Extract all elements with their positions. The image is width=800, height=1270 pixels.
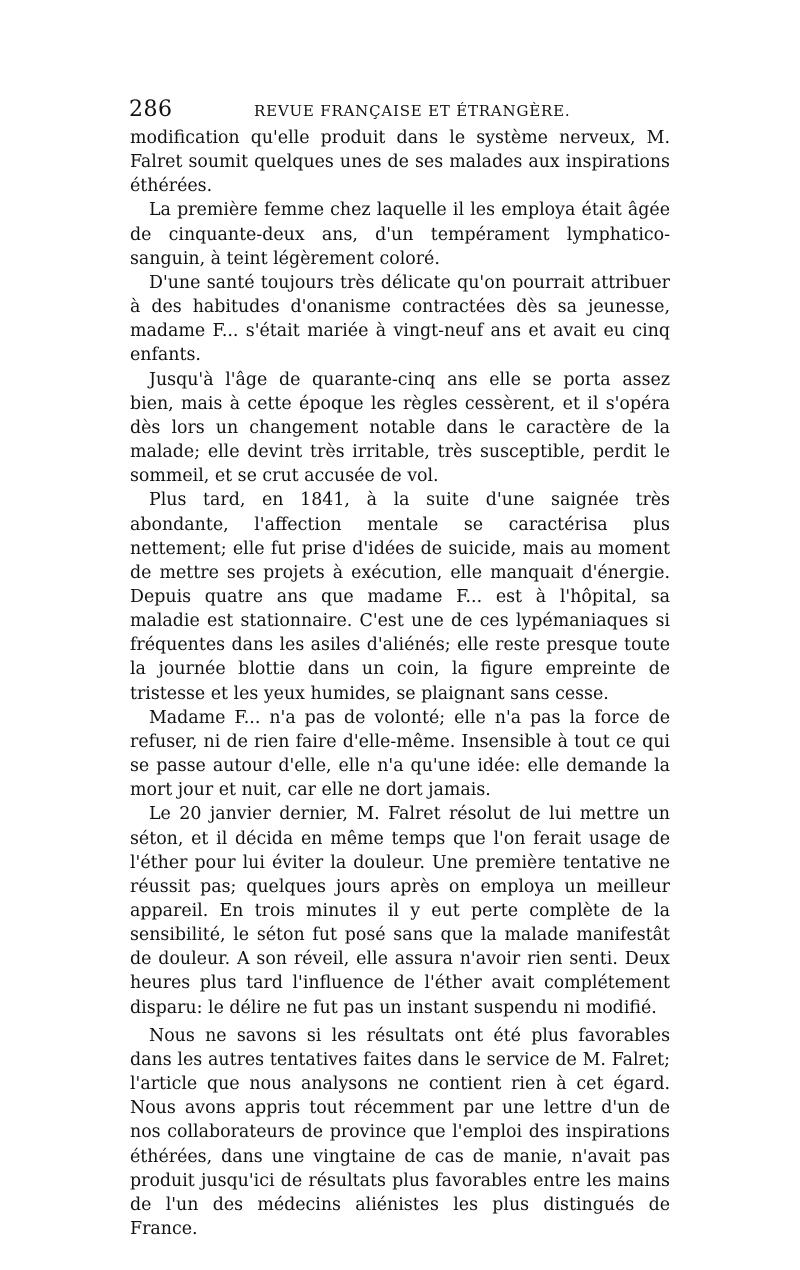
body-text [130, 126, 670, 1241]
paragraph-condition: Madame F... n'a pas de volonté; elle n'a pas la force de refuser, ni de rien faire d'elle-même. Insensible à tout ce qui se passe autour d'elle, elle n'a qu'une idée: elle demande la mort jour et nuit, car elle ne dort jamais. [130, 707, 670, 801]
running-title: REVUE FRANÇAISE ET ÉTRANGÈRE. [254, 102, 571, 120]
paragraph-progression: Plus tard, en 1841, à la suite d'une saignée très abondante, l'affection mentale se caractérisa plus nettement; elle fut prise d'idées de suicide, mais au moment de mettre ses projets à exécution, elle manquait d'énergie. Depuis quatre ans que madame F... est à l'hôpital, sa maladie est stationnaire. C'est une de ces lypémaniaques si fréquentes dans les asiles d'aliénés; elle reste presque toute la journée blottie dans un coin, la figure empreinte de tristesse et les yeux humides, se plaignant sans cesse. [130, 490, 670, 704]
paragraph-continuation: modification qu'elle produit dans le système nerveux, M. Falret soumit quelques unes de ses malades aux inspirations éthérées. [130, 128, 670, 197]
paragraph-first-patient: La première femme chez laquelle il les employa était âgée de cinquante-deux ans, d'un tempérament lymphatico-sanguin, à teint légèrement coloré. [130, 200, 670, 269]
paragraph-health-history: D'une santé toujours très délicate qu'on pourrait attribuer à des habitudes d'onanisme contractées dès sa jeunesse, madame F... s'était mariée à vingt-neuf ans et avait eu cinq enfants. [130, 272, 670, 366]
page-header [129, 97, 679, 127]
paragraph-onset: Jusqu'à l'âge de quarante-cinq ans elle se porta assez bien, mais à cette époque les règles cessèrent, et il s'opéra dès lors un changement notable dans le caractère de la malade; elle devint très irritable, très susceptible, perdit le sommeil, et se crut accusée de vol. [130, 369, 670, 487]
paragraph-conclusion: Nous ne savons si les résultats ont été plus favorables dans les autres tentatives faites dans le service de M. Falret; l'article que nous analysons ne contient rien à cet égard. Nous avons appris tout récemment par une lettre d'un de nos collaborateurs de province que l'emploi des inspirations éthérées, dans une vingtaine de cas de manie, n'avait pas produit jusqu'ici de résultats plus favorables entre les mains de l'un des médecins aliénistes les plus distingués de France. [130, 1025, 670, 1240]
page-number: 286 [129, 97, 173, 122]
paragraph-seton: Le 20 janvier dernier, M. Falret résolut de lui mettre un séton, et il décida en même temps que l'on ferait usage de l'éther pour lui éviter la douleur. Une première tentative ne réussit pas; quelques jours après on employa un meilleur appareil. En trois minutes il y eut perte complète de la sensibilité, le séton fut posé sans que la malade manifestât de douleur. A son réveil, elle assura n'avoir rien senti. Deux heures plus tard l'influence de l'éther avait complétement disparu: le délire ne fut pas un instant suspendu ni modifié. [130, 804, 670, 1018]
